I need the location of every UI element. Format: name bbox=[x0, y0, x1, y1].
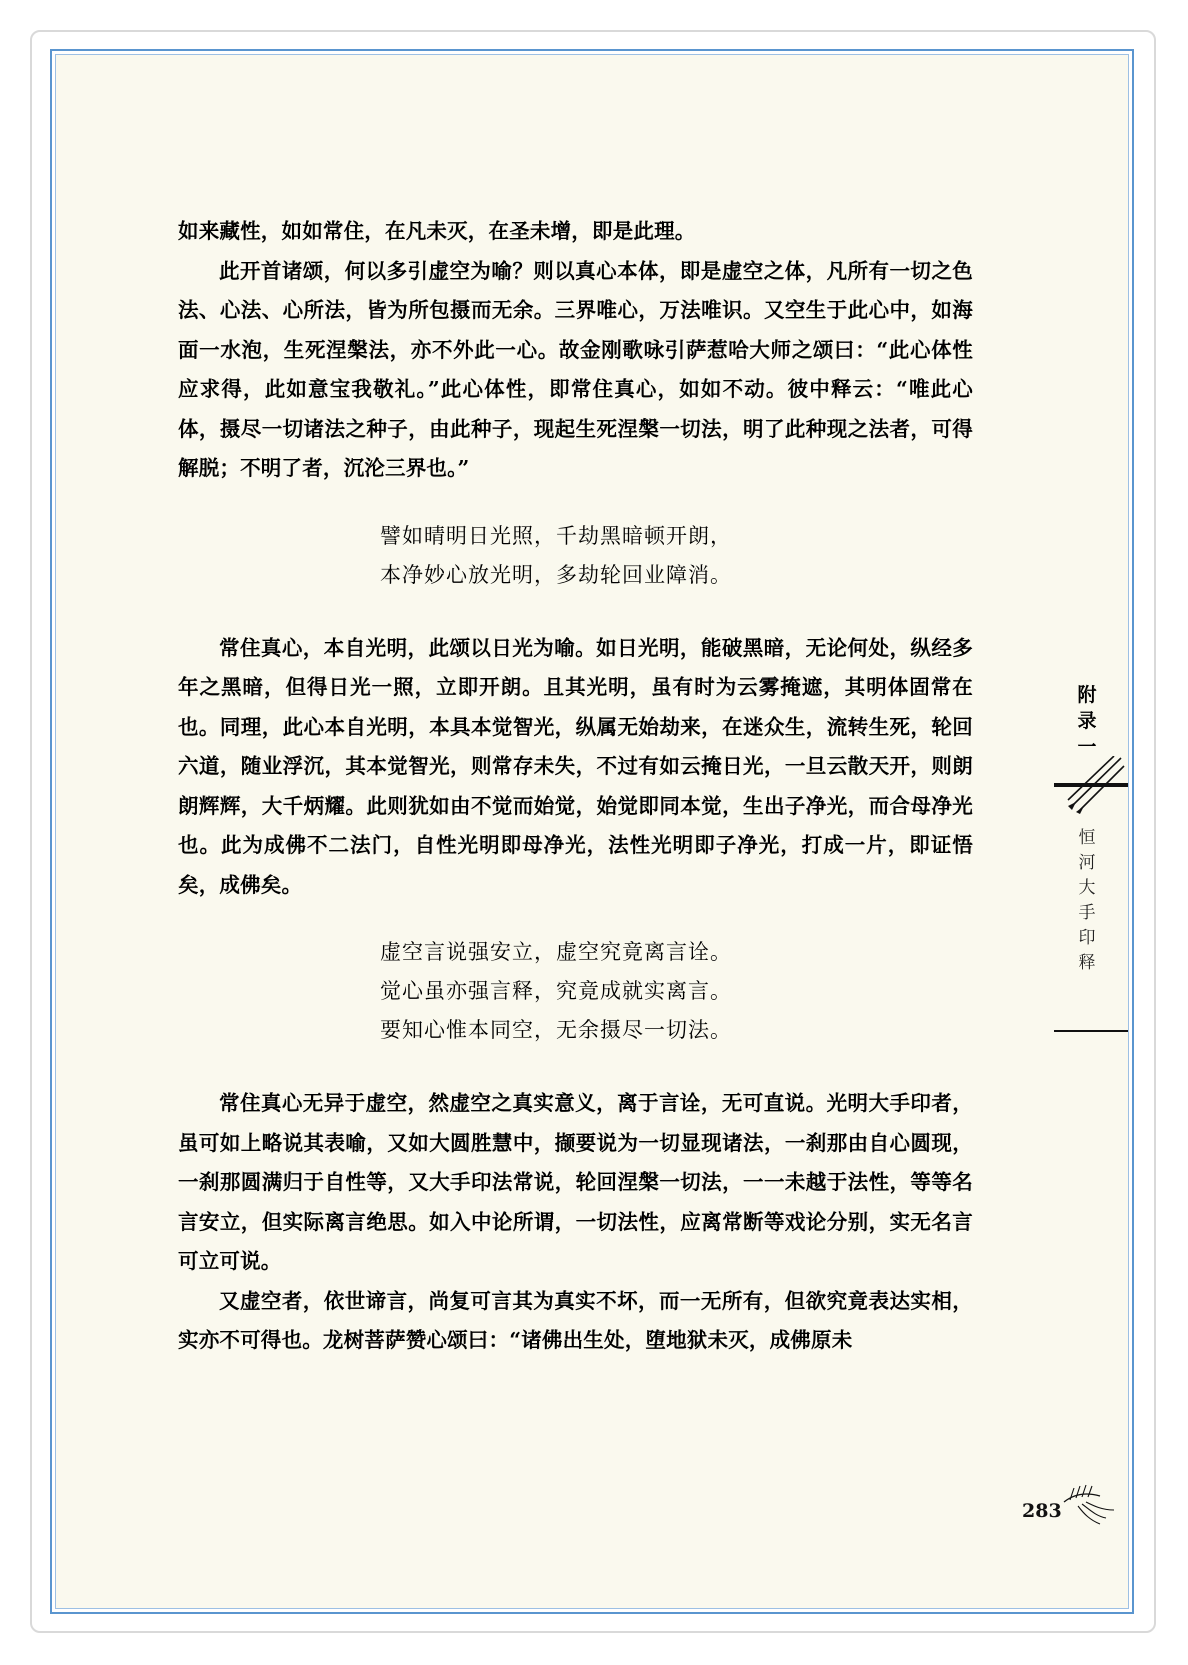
paragraph: 如来藏性，如如常住，在凡未灭，在圣未增，即是此理。 bbox=[178, 219, 696, 243]
paragraph: 常住真心无异于虚空，然虚空之真实意义，离于言诠，无可直说。光明大手印者，虽可如上略说其表喻，又如大圆胜慧中，撷要说为一切显现诸法，一刹那由自心圆现，一刹那圆满归于自性等，又大手印法常说，轮回涅槃一切法，一一未越于法性，等等名言安立，但实际离言绝思。如入中论所谓，一切法性，应离常断等戏论分别，实无名言可立可说。 bbox=[178, 1091, 973, 1273]
page-number: 283 bbox=[1022, 1500, 1062, 1522]
section-divider bbox=[1054, 783, 1128, 787]
verse-line: 本净妙心放光明，多劫轮回业障消。 bbox=[380, 562, 732, 587]
verse-line: 觉心虽亦强言释，究竟成就实离言。 bbox=[380, 979, 732, 1003]
subtitle-char: 手 bbox=[1078, 903, 1096, 923]
section-tab-char: 附 bbox=[1077, 684, 1097, 706]
subtitle-char: 印 bbox=[1078, 928, 1096, 948]
paragraph: 此开首诸颂，何以多引虚空为喻？则以真心本体，即是虚空之体，凡所有一切之色法、心法、心所法，皆为所包摄而无余。三界唯心，万法唯识。又空生于此心中，如海面一水泡，生死涅槃法，亦不外此一心。故金刚歌咏引萨惹哈大师之颂曰：“此心体性应求得，此如意宝我敬礼。”此心体性，即常住真心，如如不动。彼中释云：“唯此心体，摄尽一切诸法之种子，由此种子，现起生死涅槃一切法，明了此种现之法者，可得解脱；不明了者，沉沦三界也。” bbox=[178, 258, 973, 480]
subtitle-char: 大 bbox=[1078, 878, 1096, 898]
ornament-icon bbox=[1060, 1480, 1120, 1530]
verse-line: 虚空言说强安立，虚空究竟离言诠。 bbox=[380, 940, 732, 964]
section-tab-title bbox=[1072, 682, 1102, 760]
verse-line: 要知心惟本同空，无余摄尽一切法。 bbox=[380, 1018, 732, 1042]
subtitle-char: 释 bbox=[1078, 953, 1096, 973]
verse-line: 譬如晴明日光照，千劫黑暗顿开朗， bbox=[380, 523, 732, 548]
paragraph: 又虚空者，依世谛言，尚复可言其为真实不坏，而一无所有，但欲究竟表达实相，实亦不可得也。龙树菩萨赞心颂曰：“诸佛出生处，堕地狱未灭，成佛原未 bbox=[178, 1288, 973, 1352]
verse-block bbox=[178, 933, 973, 1050]
section-tab-char: 一 bbox=[1077, 736, 1097, 758]
main-text bbox=[178, 212, 973, 1361]
section-tab-subtitle bbox=[1074, 826, 1100, 976]
verse-block bbox=[178, 517, 973, 595]
subtitle-char: 恒 bbox=[1078, 828, 1096, 848]
paragraph: 常住真心，本自光明，此颂以日光为喻。如日光明，能破黑暗，无论何处，纵经多年之黑暗，但得日光一照，立即开朗。且其光明，虽有时为云雾掩遮，其明体固常在也。同理，此心本自光明，本具本觉智光，纵属无始劫来，在迷众生，流转生死，轮回六道，随业浮沉，其本觉智光，则常存未失，不过有如云掩日光，一旦云散天开，则朗朗辉辉，大千炳耀。此则犹如由不觉而始觉，始觉即同本觉，生出子净光，而合母净光也。此为成佛不二法门，自性光明即母净光，法性光明即子净光，打成一片，即证悟矣，成佛矣。 bbox=[178, 635, 973, 897]
subtitle-char: 河 bbox=[1078, 853, 1096, 873]
section-tab-char: 录 bbox=[1077, 710, 1097, 732]
section-divider bbox=[1054, 1030, 1128, 1032]
